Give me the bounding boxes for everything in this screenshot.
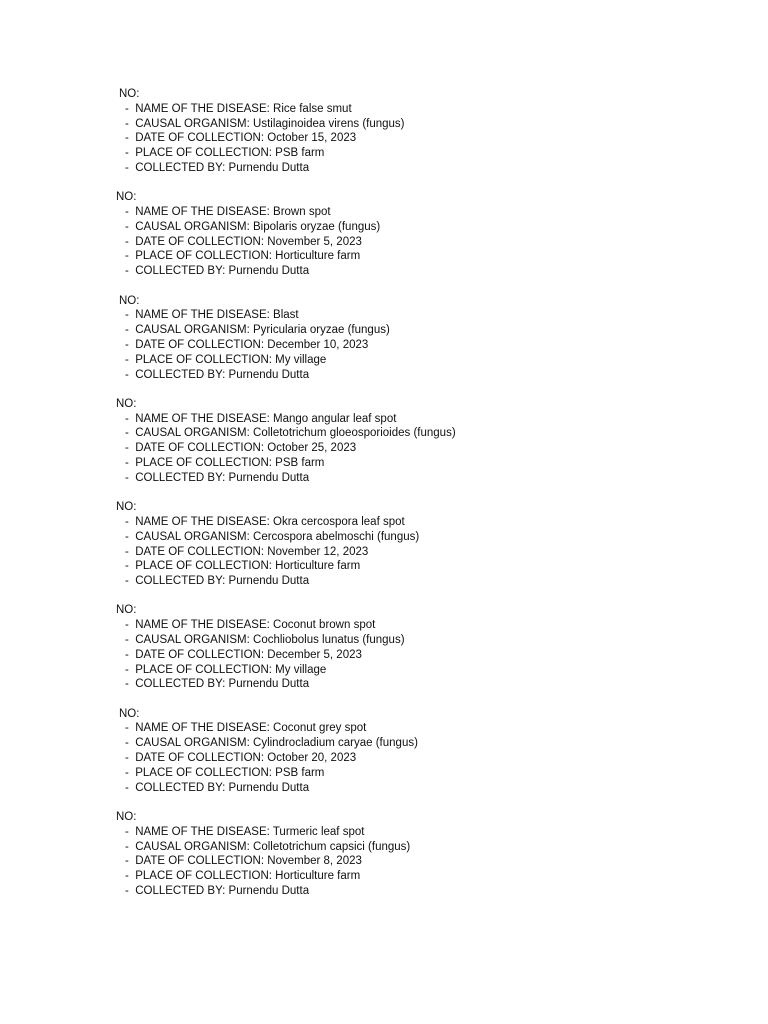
dash: - (125, 737, 129, 750)
specimen-entry (116, 87, 736, 176)
collection-date-line (116, 648, 736, 663)
date-label: DATE OF COLLECTION: (135, 648, 265, 661)
place-value: PSB farm (275, 147, 325, 160)
place-label: PLACE OF COLLECTION: (135, 457, 272, 470)
dash: - (125, 442, 129, 455)
collector-label: COLLECTED BY: (135, 678, 226, 691)
specimen-entry (116, 190, 736, 279)
dash: - (125, 353, 129, 366)
specimen-entry (116, 500, 736, 589)
dash: - (125, 206, 129, 219)
disease-value: Brown spot (273, 206, 331, 219)
dash: - (125, 781, 129, 794)
organism-label: CAUSAL ORGANISM: (135, 840, 250, 853)
causal-organism-line (116, 220, 736, 235)
organism-label: CAUSAL ORGANISM: (135, 324, 250, 337)
collector-label: COLLECTED BY: (135, 368, 226, 381)
date-label: DATE OF COLLECTION: (135, 545, 265, 558)
disease-value: Mango angular leaf spot (273, 412, 397, 425)
disease-label: NAME OF THE DISEASE: (135, 619, 270, 632)
collection-place-line (116, 766, 736, 781)
collector-value: Purnendu Dutta (228, 884, 310, 897)
causal-organism-line (116, 840, 736, 855)
date-label: DATE OF COLLECTION: (135, 235, 265, 248)
dash: - (125, 870, 129, 883)
entry-number-label: NO: (119, 294, 140, 307)
collector-line (116, 884, 736, 899)
place-label: PLACE OF COLLECTION: (135, 250, 272, 263)
collector-line (116, 368, 736, 383)
date-value: October 15, 2023 (267, 132, 357, 145)
dash: - (125, 309, 129, 322)
date-value: November 8, 2023 (267, 855, 362, 868)
collector-line (116, 677, 736, 692)
disease-name-line (116, 308, 736, 323)
dash: - (125, 766, 129, 779)
collection-place-line (116, 456, 736, 471)
collector-value: Purnendu Dutta (228, 781, 310, 794)
causal-organism-line (116, 736, 736, 751)
collection-place-line (116, 146, 736, 161)
specimen-entry (116, 603, 736, 692)
dash: - (125, 147, 129, 160)
place-value: My village (275, 663, 327, 676)
collector-value: Purnendu Dutta (228, 161, 310, 174)
disease-label: NAME OF THE DISEASE: (135, 515, 270, 528)
collector-value: Purnendu Dutta (228, 471, 310, 484)
dash: - (125, 132, 129, 145)
collector-label: COLLECTED BY: (135, 471, 226, 484)
disease-value: Turmeric leaf spot (272, 825, 365, 838)
collection-date-line (116, 751, 736, 766)
place-label: PLACE OF COLLECTION: (135, 353, 272, 366)
dash: - (125, 663, 129, 676)
disease-label: NAME OF THE DISEASE: (135, 206, 270, 219)
dash: - (125, 427, 129, 440)
dash: - (125, 471, 129, 484)
causal-organism-line (116, 530, 736, 545)
causal-organism-line (116, 633, 736, 648)
dash: - (125, 265, 129, 278)
entry-number-label: NO: (116, 397, 137, 410)
specimen-entry (116, 397, 736, 486)
entry-number-label: NO: (119, 88, 140, 100)
dash: - (125, 102, 129, 115)
disease-label: NAME OF THE DISEASE: (135, 102, 270, 115)
collection-place-line (116, 559, 736, 574)
dash: - (125, 515, 129, 528)
entry-number-label: NO: (116, 191, 137, 204)
specimen-entry (116, 294, 736, 383)
collection-date-line (116, 854, 736, 869)
collector-line (116, 264, 736, 279)
organism-value: Cochliobolus lunatus (fungus) (253, 634, 405, 646)
disease-name-line (116, 515, 736, 530)
disease-value: Coconut grey spot (273, 722, 367, 735)
collector-value: Purnendu Dutta (228, 368, 310, 381)
date-value: October 25, 2023 (267, 442, 357, 455)
organism-value: Cercospora abelmoschi (fungus) (253, 530, 420, 543)
collection-place-line (116, 249, 736, 264)
causal-organism-line (116, 323, 736, 338)
collection-place-line (116, 869, 736, 884)
disease-value: Rice false smut (273, 102, 352, 115)
disease-name-line (116, 825, 736, 840)
place-value: PSB farm (275, 457, 325, 470)
collection-place-line (116, 663, 736, 678)
disease-name-line (116, 721, 736, 736)
dash: - (125, 235, 129, 248)
collection-date-line (116, 441, 736, 456)
disease-value: Okra cercospora leaf spot (273, 515, 405, 528)
entry-number-label: NO: (116, 810, 137, 823)
place-value: My village (275, 353, 327, 366)
place-label: PLACE OF COLLECTION: (135, 560, 272, 573)
dash: - (125, 678, 129, 691)
organism-value: Colletotrichum gloeosporioides (fungus) (253, 427, 456, 440)
collection-place-line (116, 353, 736, 368)
collector-label: COLLECTED BY: (135, 265, 226, 278)
dash: - (125, 545, 129, 558)
dash: - (125, 457, 129, 470)
place-value: Horticulture farm (275, 560, 361, 573)
disease-label: NAME OF THE DISEASE: (135, 309, 270, 322)
date-value: November 12, 2023 (267, 545, 369, 558)
organism-label: CAUSAL ORGANISM: (135, 737, 250, 750)
collector-label: COLLECTED BY: (135, 781, 226, 794)
organism-label: CAUSAL ORGANISM: (135, 117, 250, 130)
place-value: PSB farm (275, 766, 325, 779)
collector-label: COLLECTED BY: (135, 161, 226, 174)
dash: - (125, 220, 129, 233)
collection-date-line (116, 131, 736, 146)
entry-number-label: NO: (116, 604, 137, 617)
specimen-list (116, 87, 736, 913)
collection-date-line (116, 235, 736, 250)
disease-name-line (116, 205, 736, 220)
dash: - (125, 884, 129, 897)
dash: - (125, 530, 129, 543)
dash: - (125, 161, 129, 174)
place-label: PLACE OF COLLECTION: (135, 766, 272, 779)
organism-label: CAUSAL ORGANISM: (135, 220, 250, 233)
causal-organism-line (116, 117, 736, 132)
collector-value: Purnendu Dutta (228, 265, 310, 278)
collector-line (116, 471, 736, 486)
date-value: December 5, 2023 (267, 648, 362, 661)
dash: - (125, 560, 129, 573)
date-label: DATE OF COLLECTION: (135, 752, 265, 765)
collector-line (116, 781, 736, 796)
dash: - (125, 412, 129, 425)
date-label: DATE OF COLLECTION: (135, 132, 265, 145)
dash: - (125, 575, 129, 588)
organism-value: Cylindrocladium caryae (fungus) (253, 737, 418, 750)
organism-value: Bipolaris oryzae (fungus) (253, 220, 381, 233)
date-label: DATE OF COLLECTION: (135, 338, 265, 351)
disease-label: NAME OF THE DISEASE: (135, 412, 270, 425)
collector-value: Purnendu Dutta (228, 575, 310, 588)
disease-name-line (116, 102, 736, 117)
collection-date-line (116, 545, 736, 560)
date-label: DATE OF COLLECTION: (135, 442, 265, 455)
dash: - (125, 634, 129, 646)
organism-label: CAUSAL ORGANISM: (135, 427, 250, 440)
organism-value: Pyricularia oryzae (fungus) (253, 324, 390, 337)
organism-label: CAUSAL ORGANISM: (135, 530, 250, 543)
collection-date-line (116, 338, 736, 353)
dash: - (125, 324, 129, 337)
dash: - (125, 619, 129, 632)
collector-line (116, 574, 736, 589)
date-label: DATE OF COLLECTION: (135, 855, 265, 868)
specimen-entry (116, 810, 736, 899)
dash: - (125, 338, 129, 351)
disease-value: Coconut brown spot (273, 619, 376, 632)
collector-line (116, 161, 736, 176)
organism-label: CAUSAL ORGANISM: (135, 634, 250, 646)
dash: - (125, 840, 129, 853)
date-value: October 20, 2023 (267, 752, 357, 765)
place-label: PLACE OF COLLECTION: (135, 663, 272, 676)
dash: - (125, 368, 129, 381)
dash: - (125, 117, 129, 130)
dash: - (125, 648, 129, 661)
date-value: November 5, 2023 (267, 235, 362, 248)
dash: - (125, 250, 129, 263)
entry-number-label: NO: (116, 501, 137, 514)
place-label: PLACE OF COLLECTION: (135, 870, 272, 883)
date-value: December 10, 2023 (267, 338, 369, 351)
disease-label: NAME OF THE DISEASE: (135, 722, 270, 735)
collector-label: COLLECTED BY: (135, 575, 226, 588)
specimen-entry (116, 707, 736, 796)
causal-organism-line (116, 426, 736, 441)
disease-label: NAME OF THE DISEASE: (135, 825, 270, 838)
place-label: PLACE OF COLLECTION: (135, 147, 272, 160)
disease-name-line (116, 618, 736, 633)
dash: - (125, 752, 129, 765)
disease-name-line (116, 412, 736, 427)
dash: - (125, 825, 129, 838)
entry-number-label: NO: (119, 707, 140, 720)
collector-value: Purnendu Dutta (228, 678, 310, 691)
place-value: Horticulture farm (275, 870, 361, 883)
organism-value: Ustilaginoidea virens (fungus) (253, 117, 405, 130)
dash: - (125, 855, 129, 868)
organism-value: Colletotrichum capsici (fungus) (253, 840, 411, 853)
dash: - (125, 722, 129, 735)
place-value: Horticulture farm (275, 250, 361, 263)
disease-value: Blast (273, 309, 299, 322)
collector-label: COLLECTED BY: (135, 884, 226, 897)
